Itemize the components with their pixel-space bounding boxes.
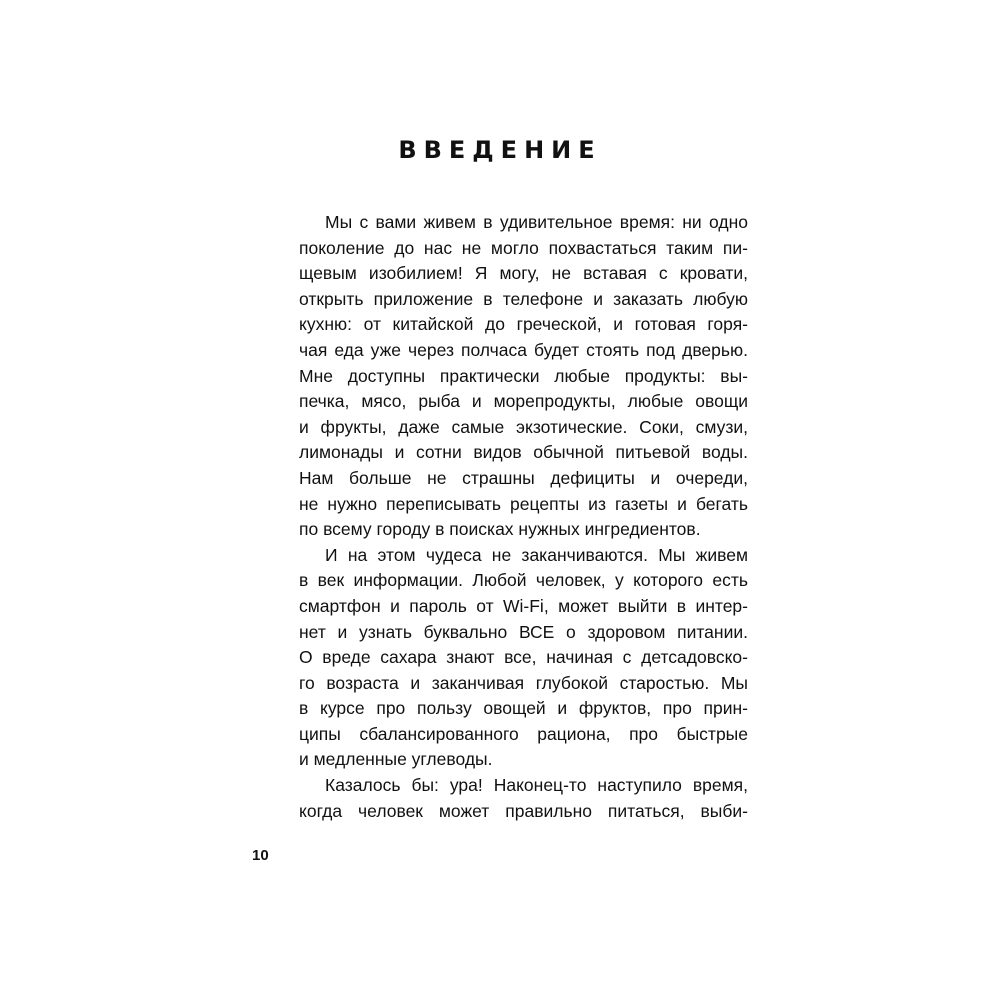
text-line: И на этом чудеса не заканчиваются. Мы живем (325, 544, 748, 565)
paragraph-2 (299, 543, 748, 773)
text-line: поколение до нас не могло похвастаться таким пи- (299, 237, 748, 258)
text-line: печка, мясо, рыба и морепродукты, любые овощи (299, 391, 748, 412)
text-line: лимонады и сотни видов обычной питьевой воды. (299, 442, 748, 463)
text-line: О вреде сахара знают все, начиная с детсадовско- (299, 647, 748, 668)
text-line: в век информации. Любой человек, у которого есть (299, 570, 748, 591)
text-line: Мне доступны практически любые продукты: вы- (299, 365, 748, 386)
paragraph-3 (299, 773, 748, 824)
text-line: не нужно переписывать рецепты из газеты и бегать (299, 493, 748, 514)
chapter-title: ВВЕДЕНИЕ (398, 136, 602, 164)
text-line: Мы с вами живем в удивительное время: ни одно (325, 212, 748, 232)
text-line: го возраста и заканчивая глубокой старостью. Мы (299, 672, 748, 693)
text-line: и фрукты, даже самые экзотические. Соки, смузи, (299, 416, 748, 437)
body-text (299, 210, 748, 824)
paragraph-1 (299, 210, 748, 543)
text-line: в курсе про пользу овощей и фруктов, про прин- (299, 698, 748, 719)
page-number: 10 (252, 847, 269, 864)
text-line: Нам больше не страшны дефициты и очереди, (299, 467, 748, 488)
text-line: и медленные углеводы. (299, 749, 493, 770)
text-line: когда человек может правильно питаться, выби- (299, 800, 748, 821)
text-line: открыть приложение в телефоне и заказать любую (299, 288, 748, 309)
text-line: нет и узнать буквально ВСЕ о здоровом питании. (299, 621, 748, 642)
text-line: по всему городу в поисках нужных ингредиентов. (299, 519, 701, 540)
text-line: щевым изобилием! Я могу, не вставая с кровати, (299, 263, 748, 284)
text-line: кухню: от китайской до греческой, и готовая горя- (299, 314, 748, 335)
text-line: смартфон и пароль от Wi-Fi, может выйти в интер- (299, 595, 748, 616)
text-line: ципы сбалансированного рациона, про быстрые (299, 723, 748, 744)
text-line: чая еда уже через полчаса будет стоять под дверью. (299, 339, 748, 360)
text-line: Казалось бы: ура! Наконец-то наступило время, (325, 775, 748, 796)
